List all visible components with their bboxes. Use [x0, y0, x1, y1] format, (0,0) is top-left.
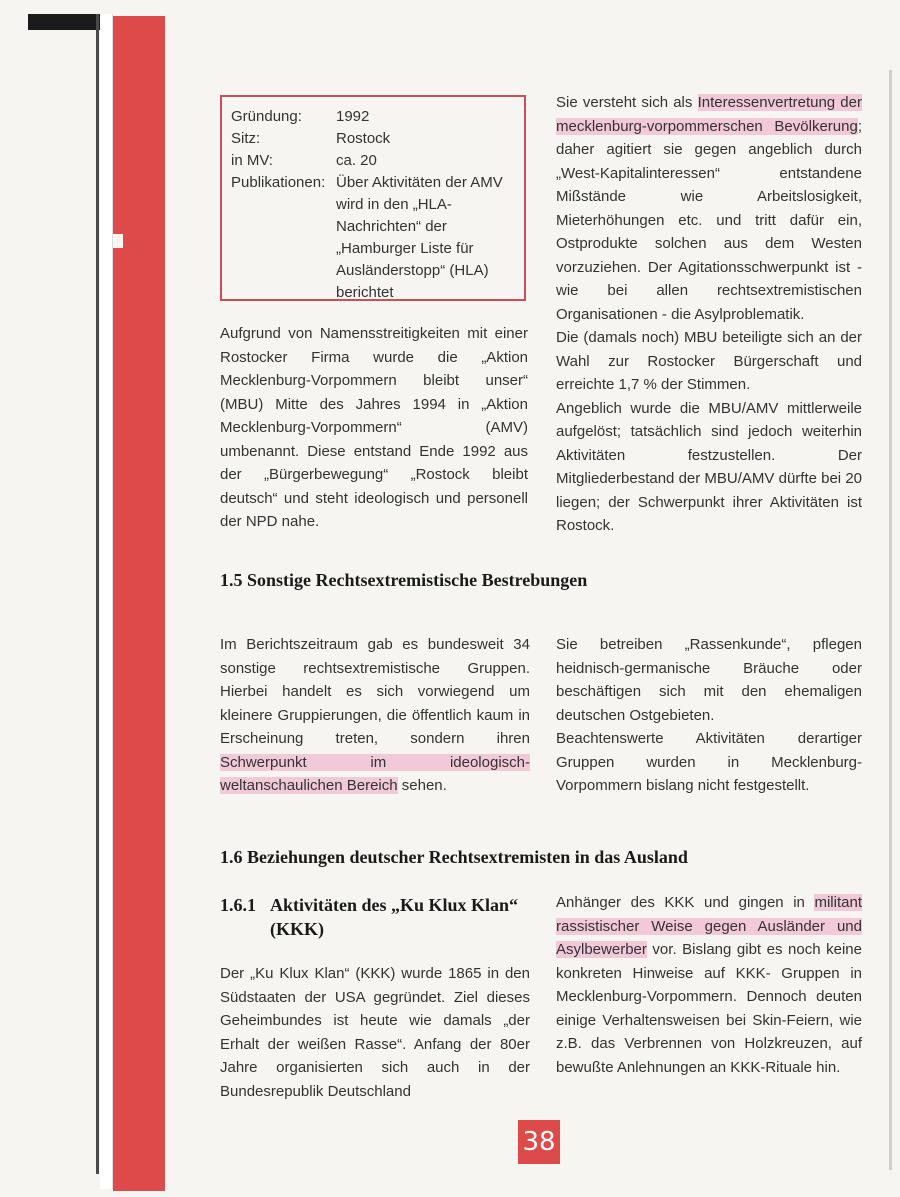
- info-value: Über Aktivitäten der AMV wird in den „HLA-Nachrichten“ der „Hamburger Liste für Ausländerstopp“ (HLA) berichtet: [336, 174, 503, 301]
- info-row-in-mv: [231, 150, 524, 172]
- paragraph-kkk-origin: Der „Ku Klux Klan“ (KKK) wurde 1865 in den Südstaaten der USA gegründet. Ziel dieses Geheimbundes ist heute wie damals „der Erhalt der weißen Rasse“. Anfang der 80er Jahre organisierten sich auch in der Bundesrepublik Deutschland: [220, 965, 530, 1100]
- paragraph-kkk-germany: [556, 891, 862, 1079]
- column-right-1-6-1: [556, 891, 862, 1079]
- info-box: [220, 95, 526, 301]
- info-row-publikationen: [231, 172, 524, 304]
- info-value: 1992: [336, 108, 370, 125]
- text-run: Anhänger des KKK und gingen in: [556, 894, 815, 911]
- highlighted-text: Schwerpunkt im ideologisch-weltanschaulichen Bereich: [220, 753, 530, 794]
- info-key: Publikationen:: [231, 174, 326, 191]
- paragraph-rassenkunde: Sie betreiben „Rassenkunde“, pflegen heidnisch-germanische Bräuche oder beschäftigen sich mit den ehemaligen deutschen Ostgebieten.: [556, 636, 862, 724]
- subsection-number: 1.6.1: [220, 895, 256, 915]
- scan-edge-line: [96, 14, 99, 1174]
- red-margin-bar: [113, 16, 165, 1191]
- info-value: ca. 20: [336, 152, 377, 169]
- text-run: sehen.: [397, 777, 447, 794]
- text-run: ; daher agitiert sie gegen angeblich durch „West-Kapitalinteressen“ entstandene Mißstände wie Arbeitslosigkeit, Mieterhöhungen etc. und tritt dafür ein, Ostprodukte solchen aus dem Westen vorzuziehen. Der Agitationsschwerpunkt ist - wie bei allen rechtsextremistischen Organisationen - die Asylproblematik.: [556, 117, 862, 323]
- column-left-1-6-1: [220, 962, 530, 1103]
- red-bar-notch: [113, 234, 123, 248]
- text-run: Im Berichtszeitraum gab es bundesweit 34 sonstige rechtsextremistische Gruppen. Hierbei handelt es sich vorwiegend um kleinere Gruppierungen, die öffentlich kaum in Erscheinung treten, sondern ihren: [220, 636, 530, 747]
- scan-edge-white: [100, 14, 113, 1189]
- section-heading-1-6: 1.6 Beziehungen deutscher Rechtsextremisten in das Ausland: [220, 847, 688, 867]
- info-row-sitz: [231, 128, 524, 150]
- highlighted-text: militant rassistischer Weise gegen Ausländer und Asylbewerber: [556, 894, 862, 958]
- column-right-1-5: [556, 633, 862, 798]
- text-run: vor. Bislang gibt es noch keine konkreten Hinweise auf KKK- Gruppen in Mecklenburg-Vorpommern. Dennoch deuten einige Verhaltensweisen bei Skin-Feiern, wie z.B. das Verbrennen von Holzkreuzen, auf bewußte Anlehnungen an KKK-Rituale hin.: [556, 941, 862, 1076]
- page-number: 38: [518, 1120, 560, 1164]
- paragraph-text: Aufgrund von Namensstreitigkeiten mit einer Rostocker Firma wurde die „Aktion Mecklenburg-Vorpommern bleibt unser“ (MBU) Mitte des Jahres 1994 in „Aktion Mecklenburg-Vorpommern“ (AMV) umbenannt. Diese entstand Ende 1992 aus der „Bürgerbewegung“ „Rostock bleibt deutsch“ und steht ideologisch und personell der NPD nahe.: [220, 325, 528, 530]
- info-row-gruendung: [231, 106, 524, 128]
- paragraph-amv-origin: [220, 322, 528, 534]
- subsection-title: Aktivitäten des „Ku Klux Klan“ (KKK): [270, 895, 519, 939]
- paragraph-amv-election: Die (damals noch) MBU beteiligte sich an der Wahl zur Rostocker Bürgerschaft und erreichte 1,7 % der Stimmen.: [556, 329, 862, 393]
- column-left-1-5: [220, 633, 530, 798]
- scan-shadow: [889, 70, 892, 1170]
- highlighted-text: Interessenvertretung der mecklenburg-vorpommerschen Bevölkerung: [556, 94, 862, 135]
- info-key: in MV:: [231, 152, 273, 169]
- info-key: Gründung:: [231, 108, 302, 125]
- info-key: Sitz:: [231, 130, 261, 147]
- paragraph-other-groups: [220, 633, 530, 798]
- section-heading-1-5: 1.5 Sonstige Rechtsextremistische Bestrebungen: [220, 570, 588, 590]
- paragraph-amv-agitation: [556, 91, 862, 326]
- subsection-heading-1-6-1: [220, 893, 520, 941]
- info-value: Rostock: [336, 130, 391, 147]
- column-right-amv: [556, 91, 862, 538]
- paragraph-mv-activities: Beachtenswerte Aktivitäten derartiger Gruppen wurden in Mecklenburg-Vorpommern bislang nicht festgestellt.: [556, 730, 862, 794]
- text-run: Sie versteht sich als: [556, 94, 698, 111]
- paragraph-amv-members: Angeblich wurde die MBU/AMV mittlerweile aufgelöst; tatsächlich sind jedoch weiterhin Aktivitäten festzustellen. Der Mitgliederbestand der MBU/AMV dürfte bei 20 liegen; der Schwerpunkt ihrer Aktivitäten ist Rostock.: [556, 399, 862, 534]
